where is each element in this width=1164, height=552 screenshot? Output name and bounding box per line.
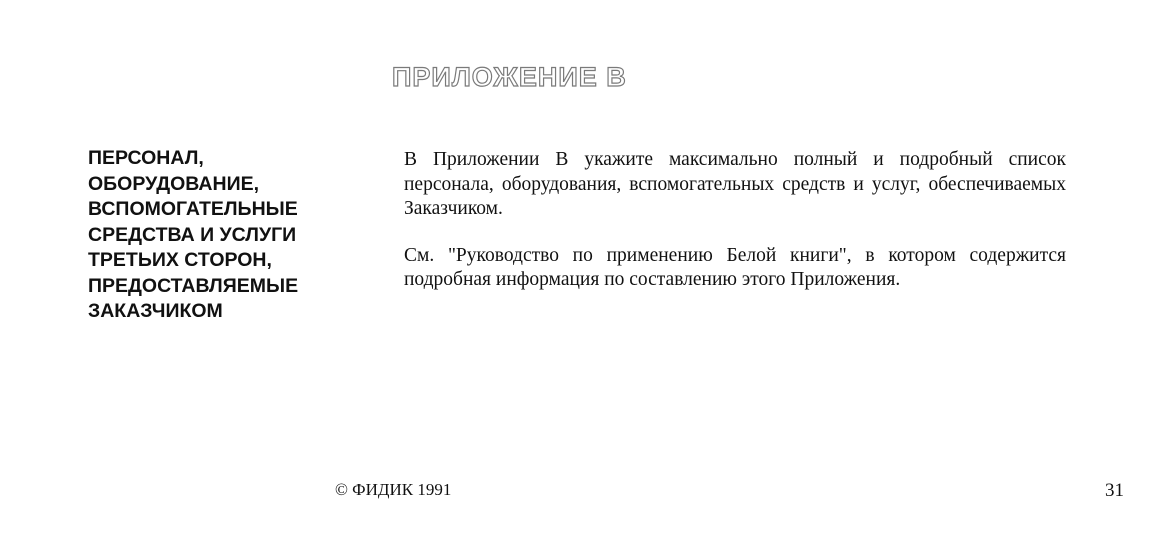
footer-copyright: © ФИДИК 1991 [335, 480, 452, 499]
page-number: 31 [1105, 480, 1124, 501]
section-heading-line: ОБОРУДОВАНИЕ, [88, 172, 260, 195]
body-text [404, 148, 1066, 315]
section-heading [88, 146, 338, 325]
section-heading-line: ТРЕТЬИХ СТОРОН, [88, 249, 272, 271]
section-heading-line: ПРЕДОСТАВЛЯЕМЫЕ [88, 274, 299, 297]
body-paragraph: См. "Руководство по применению Белой книги", в котором содержится подробная информация по составлению этого Приложения. [404, 244, 1066, 290]
page-title: ПРИЛОЖЕНИЕ В [392, 62, 627, 92]
section-heading-line: ВСПОМОГАТЕЛЬНЫЕ [88, 198, 298, 220]
section-heading-line: ЗАКАЗЧИКОМ [88, 300, 223, 322]
body-paragraph: В Приложении В укажите максимально полный и подробный список персонала, оборудования, вспомогательных средств и услуг, обеспечиваемых Заказчиком. [404, 149, 1066, 219]
section-heading-line: ПЕРСОНАЛ, [88, 147, 204, 169]
section-heading-line: СРЕДСТВА И УСЛУГИ [88, 223, 297, 246]
